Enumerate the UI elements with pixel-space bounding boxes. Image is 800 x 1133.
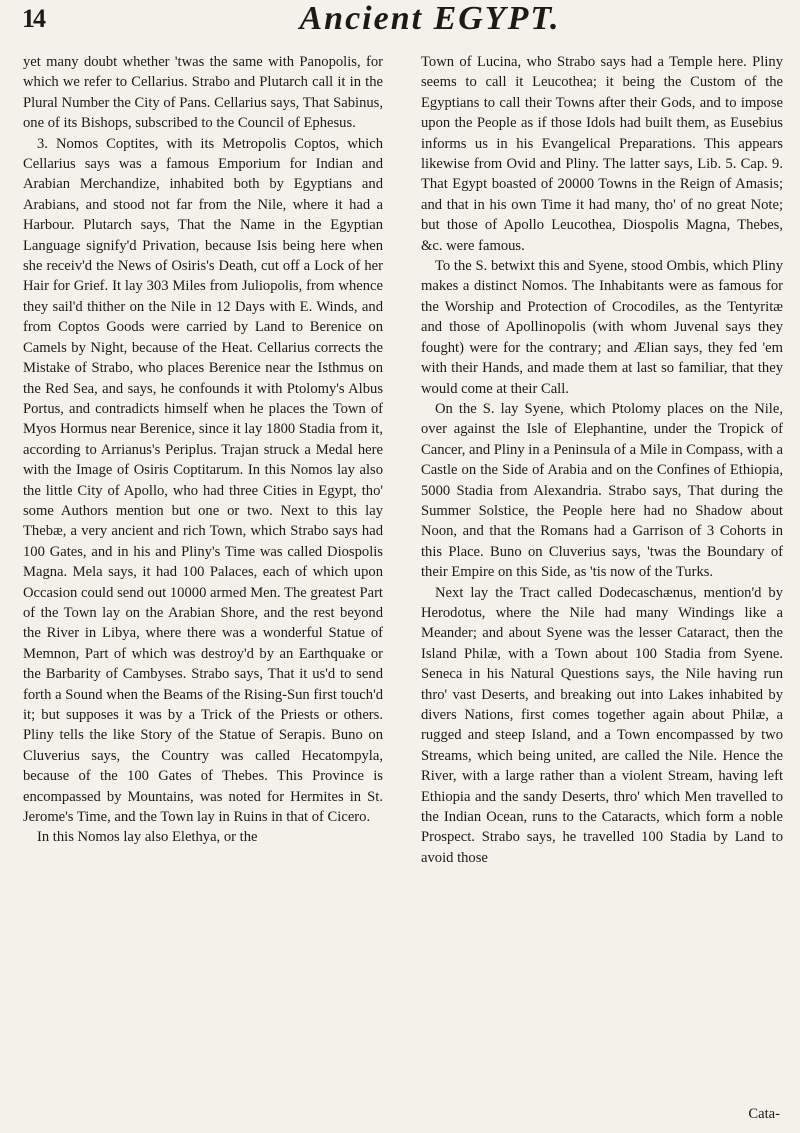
paragraph: Next lay the Tract called Dodecaschænus, mention'd by Herodotus, where the Nile had many Windings like a Meander; and about Syene was the lesser Cataract, then the Island Philæ, with a Town about 100 Stadia from Syene. Seneca in his Natural Questions says, the Nile having run thro' vast Deserts, and breaking out into Lakes inhabited by divers Nations, first comes together again about Philæ, a rugged and steep Island, and a Town encompassed by two Streams, which being united, are called the Nile. Hence the River, with a large rather than a violent Stream, having left Ethiopia and the sandy Deserts, thro' which Men travelled to the Indian Ocean, runs to the Cataracts, which form a noble Prospect. Strabo says, he travelled 100 Stadia by Land to avoid those [421,584,783,866]
catchword: Cata- [748,1106,780,1122]
paragraph: To the S. betwixt this and Syene, stood Ombis, which Pliny makes a distinct Nomos. The Inhabitants were as famous for the Worship and Protection of Crocodiles, as the Tentyritæ and those of Apollinopolis (with whom Juvenal says they fought) were for the contrary; and Ælian says, they fed 'em with their Hands, and made them at last so familiar, that they would come at their Call. [421,258,783,397]
right-column [421,52,783,868]
paragraph: yet many doubt whether 'twas the same with Panopolis, for which we refer to Cellarius. Strabo and Plutarch call it in the Plural Number the City of Pans. Cellarius says, That Sabinus, one of its Bishops, subscribed to the Council of Ephesus. [23,54,383,132]
paragraph: Town of Lucina, who Strabo says had a Temple here. Pliny seems to call it Leucothea; it being the Custom of the Egyptians to call their Towns after their Gods, and to impose upon the People as if those Idols had built them, as Eusebius informs us in his Evangelical Preparations. This appears likewise from Ovid and Pliny. The latter says, Lib. 5. Cap. 9. That Egypt boasted of 20000 Towns in the Reign of Amasis; and that in his own Time it had many, tho' of no great Note; but those of Apollo Leucothea, Diospolis Magna, Thebes, &c. were famous. [421,54,783,254]
running-head: Ancient EGYPT. [299,0,561,37]
page-number: 14 [22,4,44,33]
paragraph: 3. Nomos Coptites, with its Metropolis Coptos, which Cellarius says was a famous Emporium for Indian and Arabian Merchandize, inhabited both by Egyptians and Arabians, and stood not far from the Nile, where it had a Harbour. Plutarch says, That the Name in the Egyptian Language signify'd Privation, because Isis being here when she receiv'd the News of Osiris's Death, cut off a Lock of her Hair for Grief. It lay 303 Miles from Juliopolis, from whence they sail'd thither on the Nile in 12 Days with E. Winds, and from Coptos Goods were carried by Land to Berenice on Camels by Night, because of the Heat. Cellarius corrects the Mistake of Strabo, who places Berenice near the Isthmus on the Red Sea, and says, he confounds it with Ptolomy's Albus Portus, and contradicts himself when he places the Town of Myos Hormus near Berenice, since it lay 1800 Stadia from it, according to Arrianus's Periplus. Trajan struck a Medal here with the Image of Osiris Coptitarum. In this Nomos lay also the little City of Apollo, who had three Cities in Egypt, tho' some Authors mention but one or two. Next to this lay Thebæ, a very ancient and rich Town, which Strabo says had 100 Gates, and in his and Pliny's Time was called Diospolis Magna. Mela says, it had 100 Palaces, each of which upon Occasion could send out 10000 armed Men. The greatest Part of the Town lay on the Arabian Shore, and the rest beyond the River in Libya, where there was a wonderful Statue of Memnon, Part of which was destroy'd by an Earthquake or the Barbarity of Cambyses. Strabo says, That it us'd to send forth a Sound when the Beams of the Rising-Sun first touch'd it; but supposes it was by a Trick of the Priests or others. Pliny tells the like Story of the Statue of Serapis. Buno on Cluverius says, the Country was called Hecatompyla, because of the 100 Gates of Thebes. This Province is encompassed by Mountains, was noted for Hermites in St. Jerome's Time, and the Town lay in Ruins in that of Cicero. [23,135,383,826]
paragraph: On the S. lay Syene, which Ptolomy places on the Nile, over against the Isle of Elephantine, under the Tropick of Cancer, and Pliny in a Peninsula of a Mile in Compass, with a Castle on the Side of Arabia and on the Confines of Ethiopia, 5000 Stadia from Alexandria. Strabo says, That during the Summer Solstice, the People here had no Shadow about Noon, and that the Romans had a Garrison of 3 Cohorts in this Place. Buno on Cluverius says, 'twas the Boundary of their Empire on this Side, as 'tis now of the Turks. [421,400,783,581]
paragraph: In this Nomos lay also Elethya, or the [37,829,258,846]
left-column [23,52,383,848]
